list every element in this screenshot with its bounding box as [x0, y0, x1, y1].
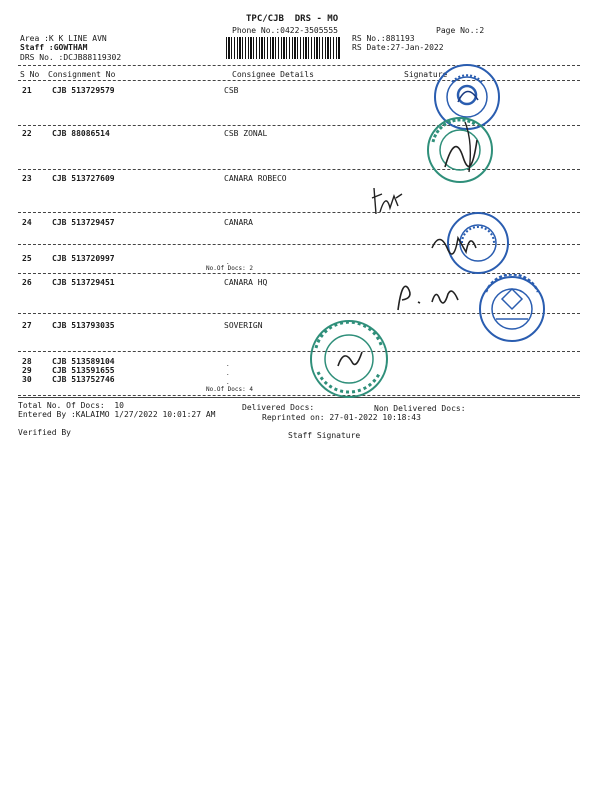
row-s-no: 28 — [22, 357, 32, 366]
rs-date: RS Date:27-Jan-2022 — [352, 43, 444, 52]
row-consignment: CJB 513729457 — [52, 218, 115, 227]
bullet-dot: . — [226, 259, 230, 266]
bullet-dot: . — [226, 379, 230, 386]
no-of-docs-group-2: No.Of Docs: 4 — [206, 386, 253, 393]
row-consignment: CJB 513591655 — [52, 366, 115, 375]
row-consignment: CJB 513727609 — [52, 174, 115, 183]
rs-number: RS No.:881193 — [352, 34, 415, 43]
row-consignment: CJB 513752746 — [52, 375, 115, 384]
bank-zonal-stamp — [415, 112, 495, 187]
col-consignment: Consignment No — [48, 70, 116, 79]
entered-by: Entered By :KALAIMO 1/27/2022 10:01:27 AM — [18, 410, 216, 419]
row-s-no: 23 — [22, 174, 32, 183]
col-signature: Signature — [404, 70, 448, 79]
delivered-docs: Delivered Docs: — [242, 403, 315, 412]
row-s-no: 21 — [22, 86, 32, 95]
reprinted-on: Reprinted on: 27-01-2022 10:18:43 — [262, 413, 421, 422]
col-s-no: S No — [20, 70, 40, 79]
row-consignee: SOVERIGN — [224, 321, 263, 330]
group-divider — [18, 395, 580, 396]
row-divider — [18, 169, 580, 170]
row-s-no: 26 — [22, 278, 32, 287]
canara-bank-stamp — [418, 208, 518, 278]
row-divider — [18, 351, 580, 352]
row-s-no: 24 — [22, 218, 32, 227]
row-s-no: 30 — [22, 375, 32, 384]
row-consignee: CANARA ROBECO — [224, 174, 287, 183]
col-consignee: Consignee Details — [232, 70, 314, 79]
no-of-docs-group-1: No.Of Docs: 2 — [206, 265, 253, 272]
row-s-no: 27 — [22, 321, 32, 330]
staff-label: Staff :GOWTHAM — [20, 43, 88, 52]
table-bottom-rule — [18, 397, 580, 398]
barcode — [226, 37, 341, 59]
row-consignee: CSB ZONAL — [224, 129, 268, 138]
staff-signature-label: Staff Signature — [288, 431, 361, 440]
phone-number: Phone No.:0422-3505555 — [232, 26, 338, 35]
row-consignment: CJB 513720997 — [52, 254, 115, 263]
row-consignee: CSB — [224, 86, 239, 95]
row-consignment: CJB 513729451 — [52, 278, 115, 287]
drs-number: DRS No. :DCJB88119302 — [20, 53, 122, 62]
sovereign-syndicate-stamp — [304, 318, 394, 400]
row-consignment: CJB 513729579 — [52, 86, 115, 95]
verified-by: Verified By — [18, 428, 71, 437]
row-consignment: CJB 513589104 — [52, 357, 115, 366]
total-docs: Total No. Of Docs: 10 — [18, 401, 124, 410]
page-number: Page No.:2 — [436, 26, 485, 35]
row-consignment: CJB 88086514 — [52, 129, 110, 138]
signature-row-23 — [368, 184, 408, 220]
verified-with-originals-stamp — [472, 274, 552, 344]
non-delivered-docs: Non Delivered Docs: — [374, 404, 466, 413]
row-consignee: CANARA HQ — [224, 278, 268, 287]
bullet-dot: . — [226, 361, 230, 368]
row-s-no: 25 — [22, 254, 32, 263]
signature-row-26 — [392, 278, 472, 314]
bullet-dot: . — [226, 370, 230, 377]
row-s-no: 22 — [22, 129, 32, 138]
area-label: Area :K K LINE AVN — [20, 34, 107, 43]
row-consignment: CJB 513793035 — [52, 321, 115, 330]
row-consignee: CANARA — [224, 218, 253, 227]
document-title: TPC/CJB DRS - MO — [246, 14, 339, 24]
row-s-no: 29 — [22, 366, 32, 375]
